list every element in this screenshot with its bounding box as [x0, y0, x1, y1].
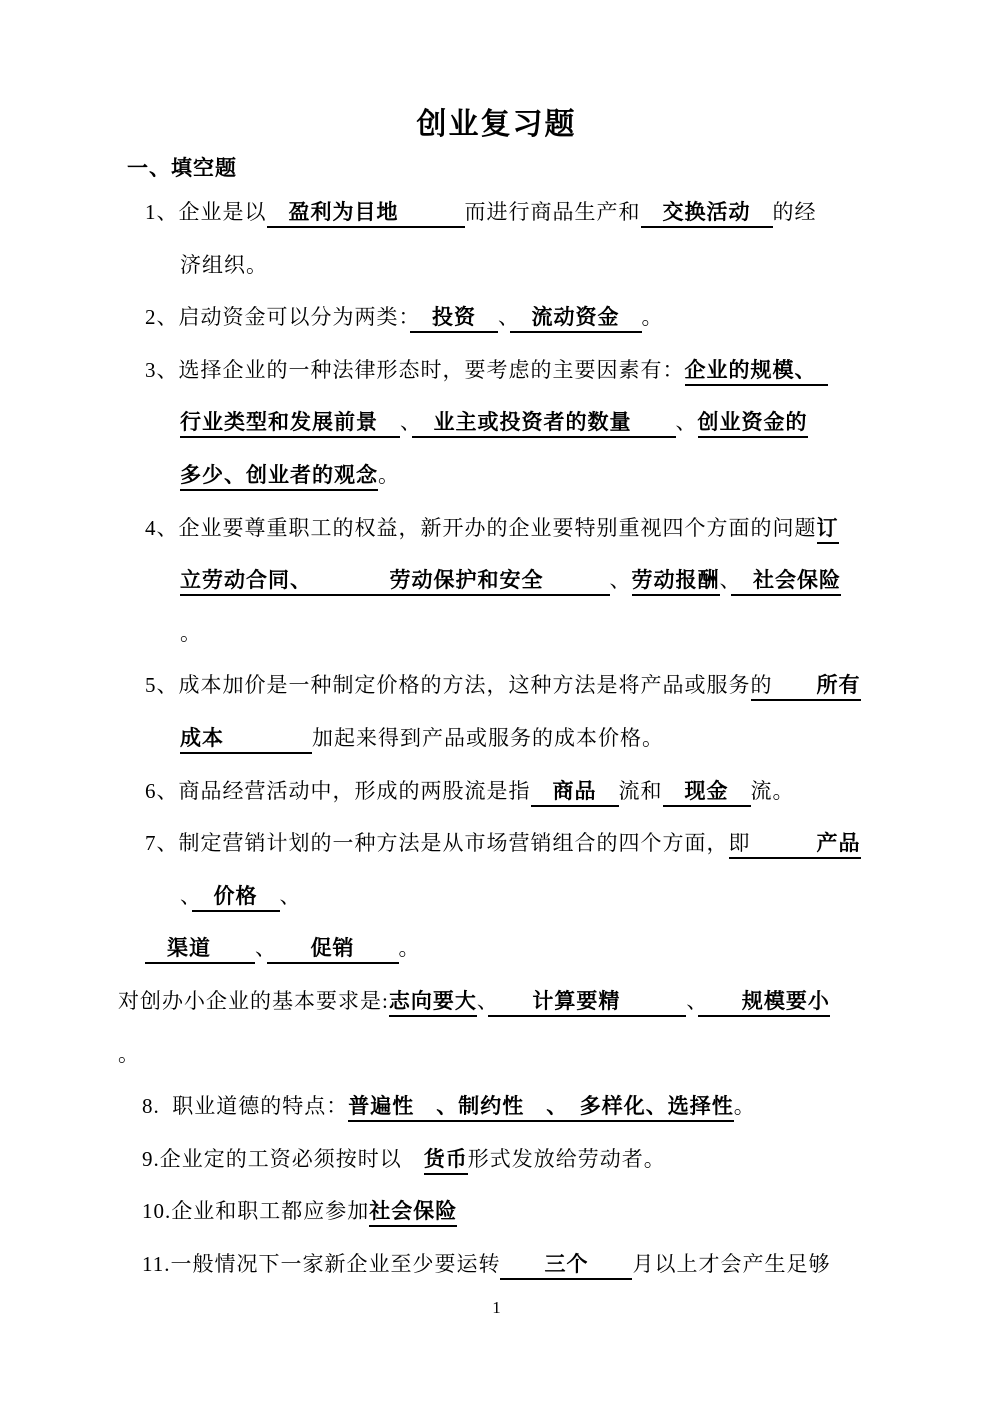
document-line [118, 508, 958, 561]
text-segment: 7、制定营销计划的一种方法是从市场营销组合的四个方面， [145, 831, 729, 856]
document-line [118, 981, 958, 1034]
page-title: 创业复习题 [416, 108, 577, 141]
document-line [118, 1244, 958, 1297]
answer-blank: 流动资金 [510, 305, 642, 333]
text-segment: 。 [118, 1041, 140, 1066]
text-segment: 。 [641, 305, 664, 330]
document-line [118, 1034, 958, 1087]
document-line [118, 823, 958, 876]
text-segment: 。 [180, 620, 202, 645]
text-segment: 、 [255, 936, 267, 961]
text-segment: 形式发放给劳动者。 [467, 1146, 666, 1171]
text-segment: 11.一般情况下一家新企业至少要运转 [142, 1251, 501, 1276]
answer-blank: 交换活动 [641, 200, 773, 228]
text-segment: 10.企业和职工都应参加 [142, 1199, 370, 1224]
document-line [118, 297, 958, 350]
document-line [118, 402, 958, 455]
document-line [118, 192, 958, 245]
text-segment: 。 [398, 936, 421, 961]
document-line [118, 350, 958, 403]
answer-blank: 所有 [817, 673, 861, 701]
answer-blank: 社会保险 [731, 568, 841, 596]
text-segment: 2、启动资金可以分为两类： [145, 305, 410, 330]
text-segment: 的经 [772, 200, 817, 224]
text-segment: 而进行商品生产和 [464, 200, 641, 224]
document-line [118, 718, 958, 771]
answer-blank: 业主或投资者的数量 [412, 410, 676, 438]
answer-blank: 商品 [531, 779, 619, 807]
text-segment: 4、企业要尊重职工的权益，新开办的企业要特别重视四个方面的问题 [145, 515, 817, 540]
text-segment: 5、成本加价是一种制定价格的方法，这种方法是将产品或服务 [145, 673, 751, 698]
answer-blank: 订 [817, 516, 839, 544]
text-segment: 、 [498, 305, 510, 330]
text-segment: 6、商品经营活动中，形成的两股流是指 [145, 778, 531, 803]
document-line [118, 613, 958, 666]
answer-blank: 产品 [817, 831, 861, 859]
answer-blank: 劳动报酬 [632, 568, 720, 596]
text-segment: 8. 职业道德的特点： [142, 1094, 349, 1119]
answer-blank: 三个 [500, 1252, 632, 1280]
text-segment: 、 [180, 883, 192, 908]
text-segment: 、 [675, 410, 698, 435]
blank-underline: 的 [751, 673, 817, 701]
text-segment: 。 [733, 1094, 756, 1119]
answer-blank: 多少、创业者的观念 [180, 463, 378, 491]
answer-blank: 渠道 [145, 936, 255, 964]
text-segment: 流和 [618, 778, 663, 803]
answer-blank: 创业资金的 [698, 410, 808, 438]
answer-blank: 现金 [663, 779, 751, 807]
text-segment: 。 [378, 462, 400, 487]
answer-blank: 价格 [192, 884, 280, 912]
answer-blank: 盈利为目地 [267, 200, 465, 228]
text-segment: 3、选择企业的一种法律形态时，要考虑的主要因素有： [145, 357, 685, 382]
text-segment: 9.企业定的工资必须按时以 [142, 1146, 424, 1171]
answer-blank: 投资 [410, 305, 498, 333]
answer-blank: 普遍性 、制约性 、 多样化、选择性 [348, 1094, 734, 1122]
answer-blank: 企业的规模、 [685, 358, 829, 386]
document-line [118, 1086, 958, 1139]
document-line [118, 1139, 958, 1192]
document-line [118, 1191, 958, 1244]
text-segment: 月以上才会产生足够 [632, 1251, 831, 1276]
document-line [118, 245, 958, 298]
text-segment: 济组织。 [180, 252, 268, 277]
document-body [118, 192, 958, 1296]
document-line [118, 928, 958, 981]
text-segment: 对创办小企业的基本要求是: [118, 988, 389, 1013]
document-line [118, 665, 958, 718]
answer-blank: 社会保险 [369, 1199, 457, 1227]
answer-blank: 促销 [267, 936, 399, 964]
text-segment: 、 [719, 568, 731, 593]
document-line [118, 771, 958, 824]
answer-blank: 志向要大 [389, 989, 477, 1017]
text-segment: 、 [476, 988, 489, 1013]
text-segment: 、 [279, 883, 302, 908]
text-segment: 、 [400, 410, 412, 435]
text-segment: 1、企业是以 [145, 200, 267, 224]
blank-underline: 即 [729, 831, 817, 859]
answer-blank: 成本 [180, 726, 312, 754]
text-segment: 、 [609, 568, 632, 593]
answer-blank: 计算要精 [488, 989, 686, 1017]
text-segment: 加起来得到产品或服务的成本价格。 [312, 725, 664, 750]
page-number: 1 [492, 1298, 501, 1317]
answer-blank: 货币 [424, 1147, 468, 1175]
answer-blank: 行业类型和发展前景 [180, 410, 400, 438]
text-segment: 、 [686, 988, 698, 1013]
answer-blank: 立劳动合同、 劳动保护和安全 [180, 568, 610, 596]
section-heading: 一、填空题 [127, 156, 237, 180]
document-line [118, 455, 958, 508]
answer-blank: 规模要小 [698, 989, 830, 1017]
document-line [118, 876, 958, 929]
text-segment: 流。 [750, 778, 795, 803]
document-line [118, 560, 958, 613]
